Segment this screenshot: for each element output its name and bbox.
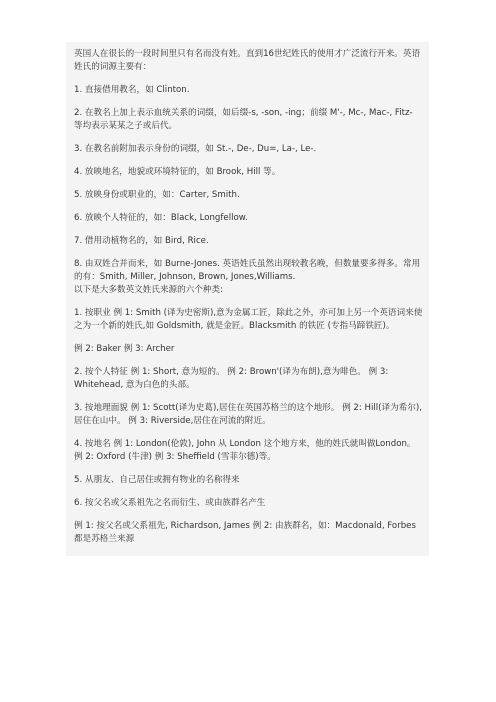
item-6-paragraph: 6. 放映个人特征的，如：Black, Longfellow. <box>74 213 248 223</box>
six-types-heading: 以下是大多数英文姓氏来源的六个种类: <box>74 285 223 295</box>
item-5-paragraph: 5. 放映身份或职业的，如：Carter, Smith. <box>74 190 240 200</box>
type-2-paragraph: 2. 按个人特征 例 1: Short, 意为短的。 例 2: Brown'(译为布朗),意为啡色。 例 3: Whitehead, 意为白色的头部。 <box>74 367 389 390</box>
item-3-paragraph: 3. 在教名前附加表示身份的词缀，如 St.-, De-, Du=, La-, Le-. <box>74 144 317 154</box>
type-1-examples: 例 2: Baker 例 3: Archer <box>74 344 175 354</box>
type-4-paragraph: 4. 按地名 例 1: London(伦敦), John 从 London 这个地方来，他的姓氏就叫做London。 例 2: Oxford (牛津) 例 3: Sheffield (雪菲尔德)等。 <box>74 439 416 462</box>
item-4-paragraph: 4. 放映地名，地貌或环境特征的，如 Brook, Hill 等。 <box>74 167 281 177</box>
type-3-paragraph: 3. 按地理面貌 例 1: Scott(译为史葛),居住在英国苏格兰的这个地形。 例 2: Hill(译为希尔),居住在山中。 例 3: Riverside,居住在河流的附近。 <box>74 403 422 426</box>
type-6-paragraph: 6. 按父名或父系祖先之名而衍生、或由族群名产生 <box>74 498 266 508</box>
text-block <box>66 42 429 556</box>
type-6-examples: 例 1: 按父名或父系祖先, Richardson, James 例 2: 由族群名，如：Macdonald, Forbes 都是苏格兰来源 <box>74 521 416 544</box>
type-1-paragraph: 1. 按职业 例 1: Smith (译为史密斯),意为金属工匠，除此之外，亦可加上另一个英语词来使之为一个新的姓氏,如 Goldsmith, 就是金匠。Blacksmith 的铁匠 (专指马蹄铁匠)。 <box>74 308 423 331</box>
item-7-paragraph: 7. 借用动植物名的，如 Bird, Rice. <box>74 236 209 246</box>
item-1-paragraph: 1. 直接借用教名，如 Clinton. <box>74 85 190 95</box>
item-2-paragraph: 2. 在教名上加上表示血统关系的词缀，如后缀-s, -son, -ing；前缀 M'-, Mc-, Mac-, Fitz- 等均表示某某之子或后代。 <box>74 108 413 131</box>
item-8-paragraph: 8. 由双姓合并而来，如 Burne-Jones. 英语姓氏虽然出现较教名晚，但数量要多得多。常用的有：Smith, Miller, Johnson, Brown, Jones,Williams. <box>74 259 421 282</box>
type-5-paragraph: 5. 从朋友、自己居住或拥有物业的名称得来 <box>74 475 240 485</box>
intro-paragraph: 英国人在很长的一段时间里只有名而没有姓。直到16世纪姓氏的使用才广泛流行开来。英语姓氏的词源主要有： <box>74 49 421 72</box>
